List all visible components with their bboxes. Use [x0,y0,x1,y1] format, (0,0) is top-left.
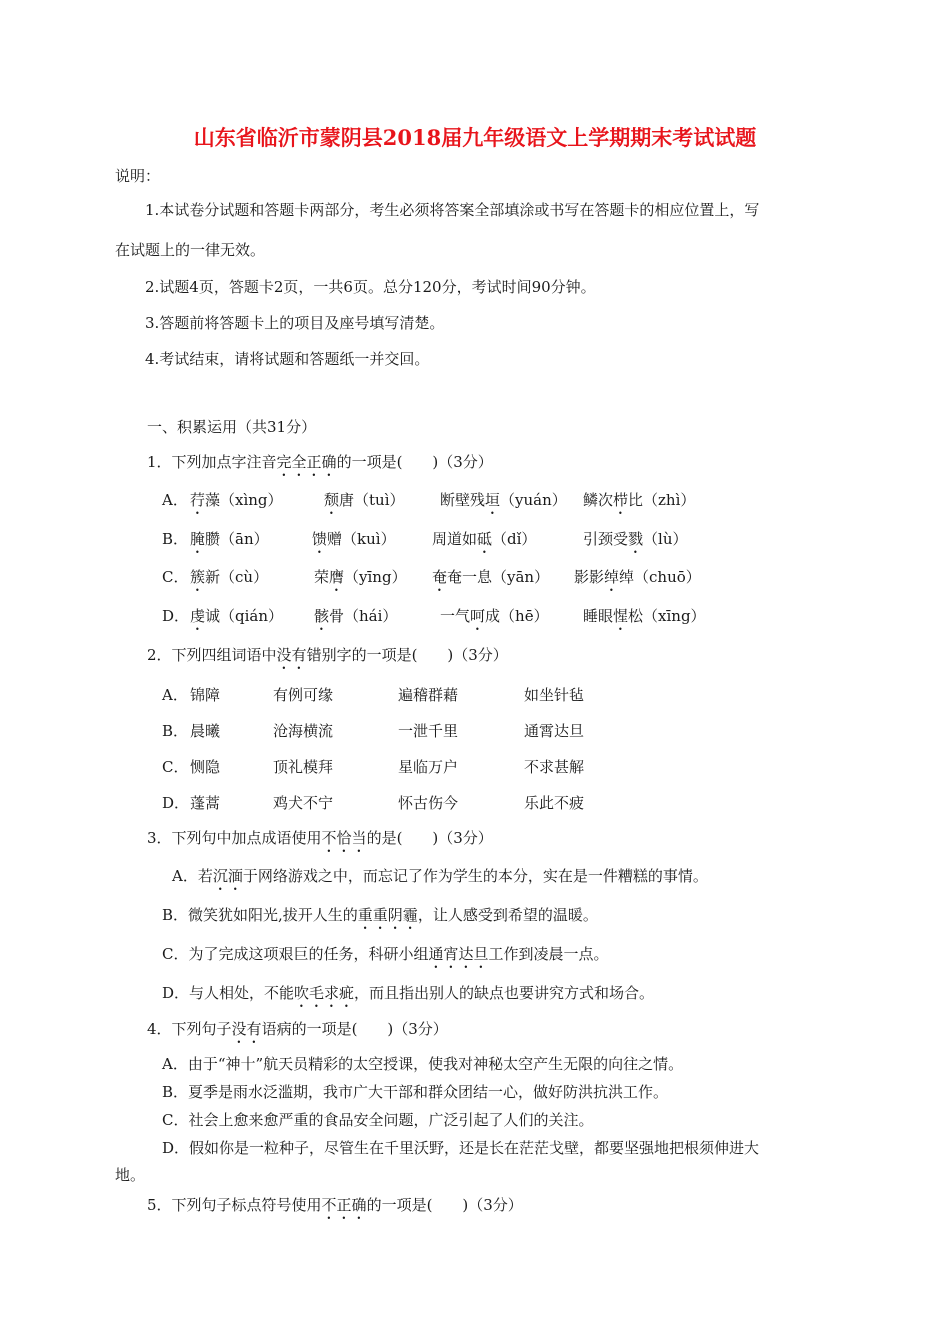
option-item: 荇藻（xìng） [190,491,283,509]
option-item: 馈赠（kuì） [312,530,396,548]
option-item: 引颈受戮（lù） [583,530,688,548]
option-item: 骸骨（hái） [314,607,398,625]
q4-option-c: C．社会上愈来愈严重的食品安全问题，广泛引起了人们的关注。 [162,1111,594,1129]
document-title: 山东省临沂市蒙阴县2018届九年级语文上学期期末考试试题 [193,125,757,150]
option-item: 腌臜（ān） [190,530,269,548]
option-item: 影影绰绰（chuō） [574,568,701,586]
option-item: 虔诚（qián） [190,607,284,625]
option-item: 荣膺（yīng） [314,568,407,586]
notes-heading: 说明： [115,167,161,185]
option-item: 周道如砥（dǐ） [432,530,537,548]
question-4-stem: 4．下列句子没有语病的一项是( )（3分） [147,1020,448,1038]
question-1-stem: 1．下列加点字注音完全正确的一项是( )（3分） [147,453,493,471]
note-3: 3.答题前将答题卡上的项目及座号填写清楚。 [145,314,445,332]
q3-option-d: D．与人相处，不能吹毛求疵，而且指出别人的缺点也要讲究方式和场合。 [162,984,655,1002]
note-1-cont: 在试题上的一律无效。 [115,241,266,259]
q4-option-b: B．夏季是雨水泛滥期，我市广大干部和群众团结一心，做好防洪抗洪工作。 [162,1083,669,1101]
option-item: 断壁残垣（yuán） [440,491,567,509]
option-item: 一气呵成（hē） [440,607,549,625]
q4-option-d-cont: 地。 [115,1166,146,1184]
question-3-stem: 3．下列句中加点成语使用不恰当的是( )（3分） [147,829,493,847]
section-heading: 一、积累运用（共31分） [147,418,317,436]
note-4: 4.考试结束，请将试题和答题纸一并交回。 [145,350,430,368]
q4-option-d: D．假如你是一粒种子，尽管生在千里沃野，还是长在茫茫戈壁，都要坚强地把根须伸进大 [162,1139,760,1157]
option-item: 颓唐（tuì） [324,491,405,509]
note-2: 2.试题4页，答题卡2页，一共6页。总分120分，考试时间90分钟。 [145,278,596,296]
q3-option-a: A．若沉湎于网络游戏之中，而忘记了作为学生的本分，实在是一件糟糕的事情。 [172,867,708,885]
q4-option-a: A．由于“神十”航天员精彩的太空授课，使我对神秘太空产生无限的向往之情。 [162,1055,684,1073]
option-item: 奄奄一息（yān） [432,568,550,586]
q3-option-b: B．微笑犹如阳光,拔开人生的重重阴霾，让人感受到希望的温暖。 [162,906,598,924]
q3-option-c: C．为了完成这项艰巨的任务，科研小组通宵达旦工作到凌晨一点。 [162,945,609,963]
question-2-stem: 2．下列四组词语中没有错别字的一项是( )（3分） [147,646,508,664]
option-item: 簇新（cù） [190,568,269,586]
question-5-stem: 5．下列句子标点符号使用不正确的一项是( )（3分） [147,1196,523,1214]
option-item: 睡眼惺松（xīng） [583,607,706,625]
note-1: 1.本试卷分试题和答题卡两部分，考生必须将答案全部填涂或书写在答题卡的相应位置上，写 [145,201,760,219]
option-item: 鳞次栉比（zhì） [583,491,696,509]
